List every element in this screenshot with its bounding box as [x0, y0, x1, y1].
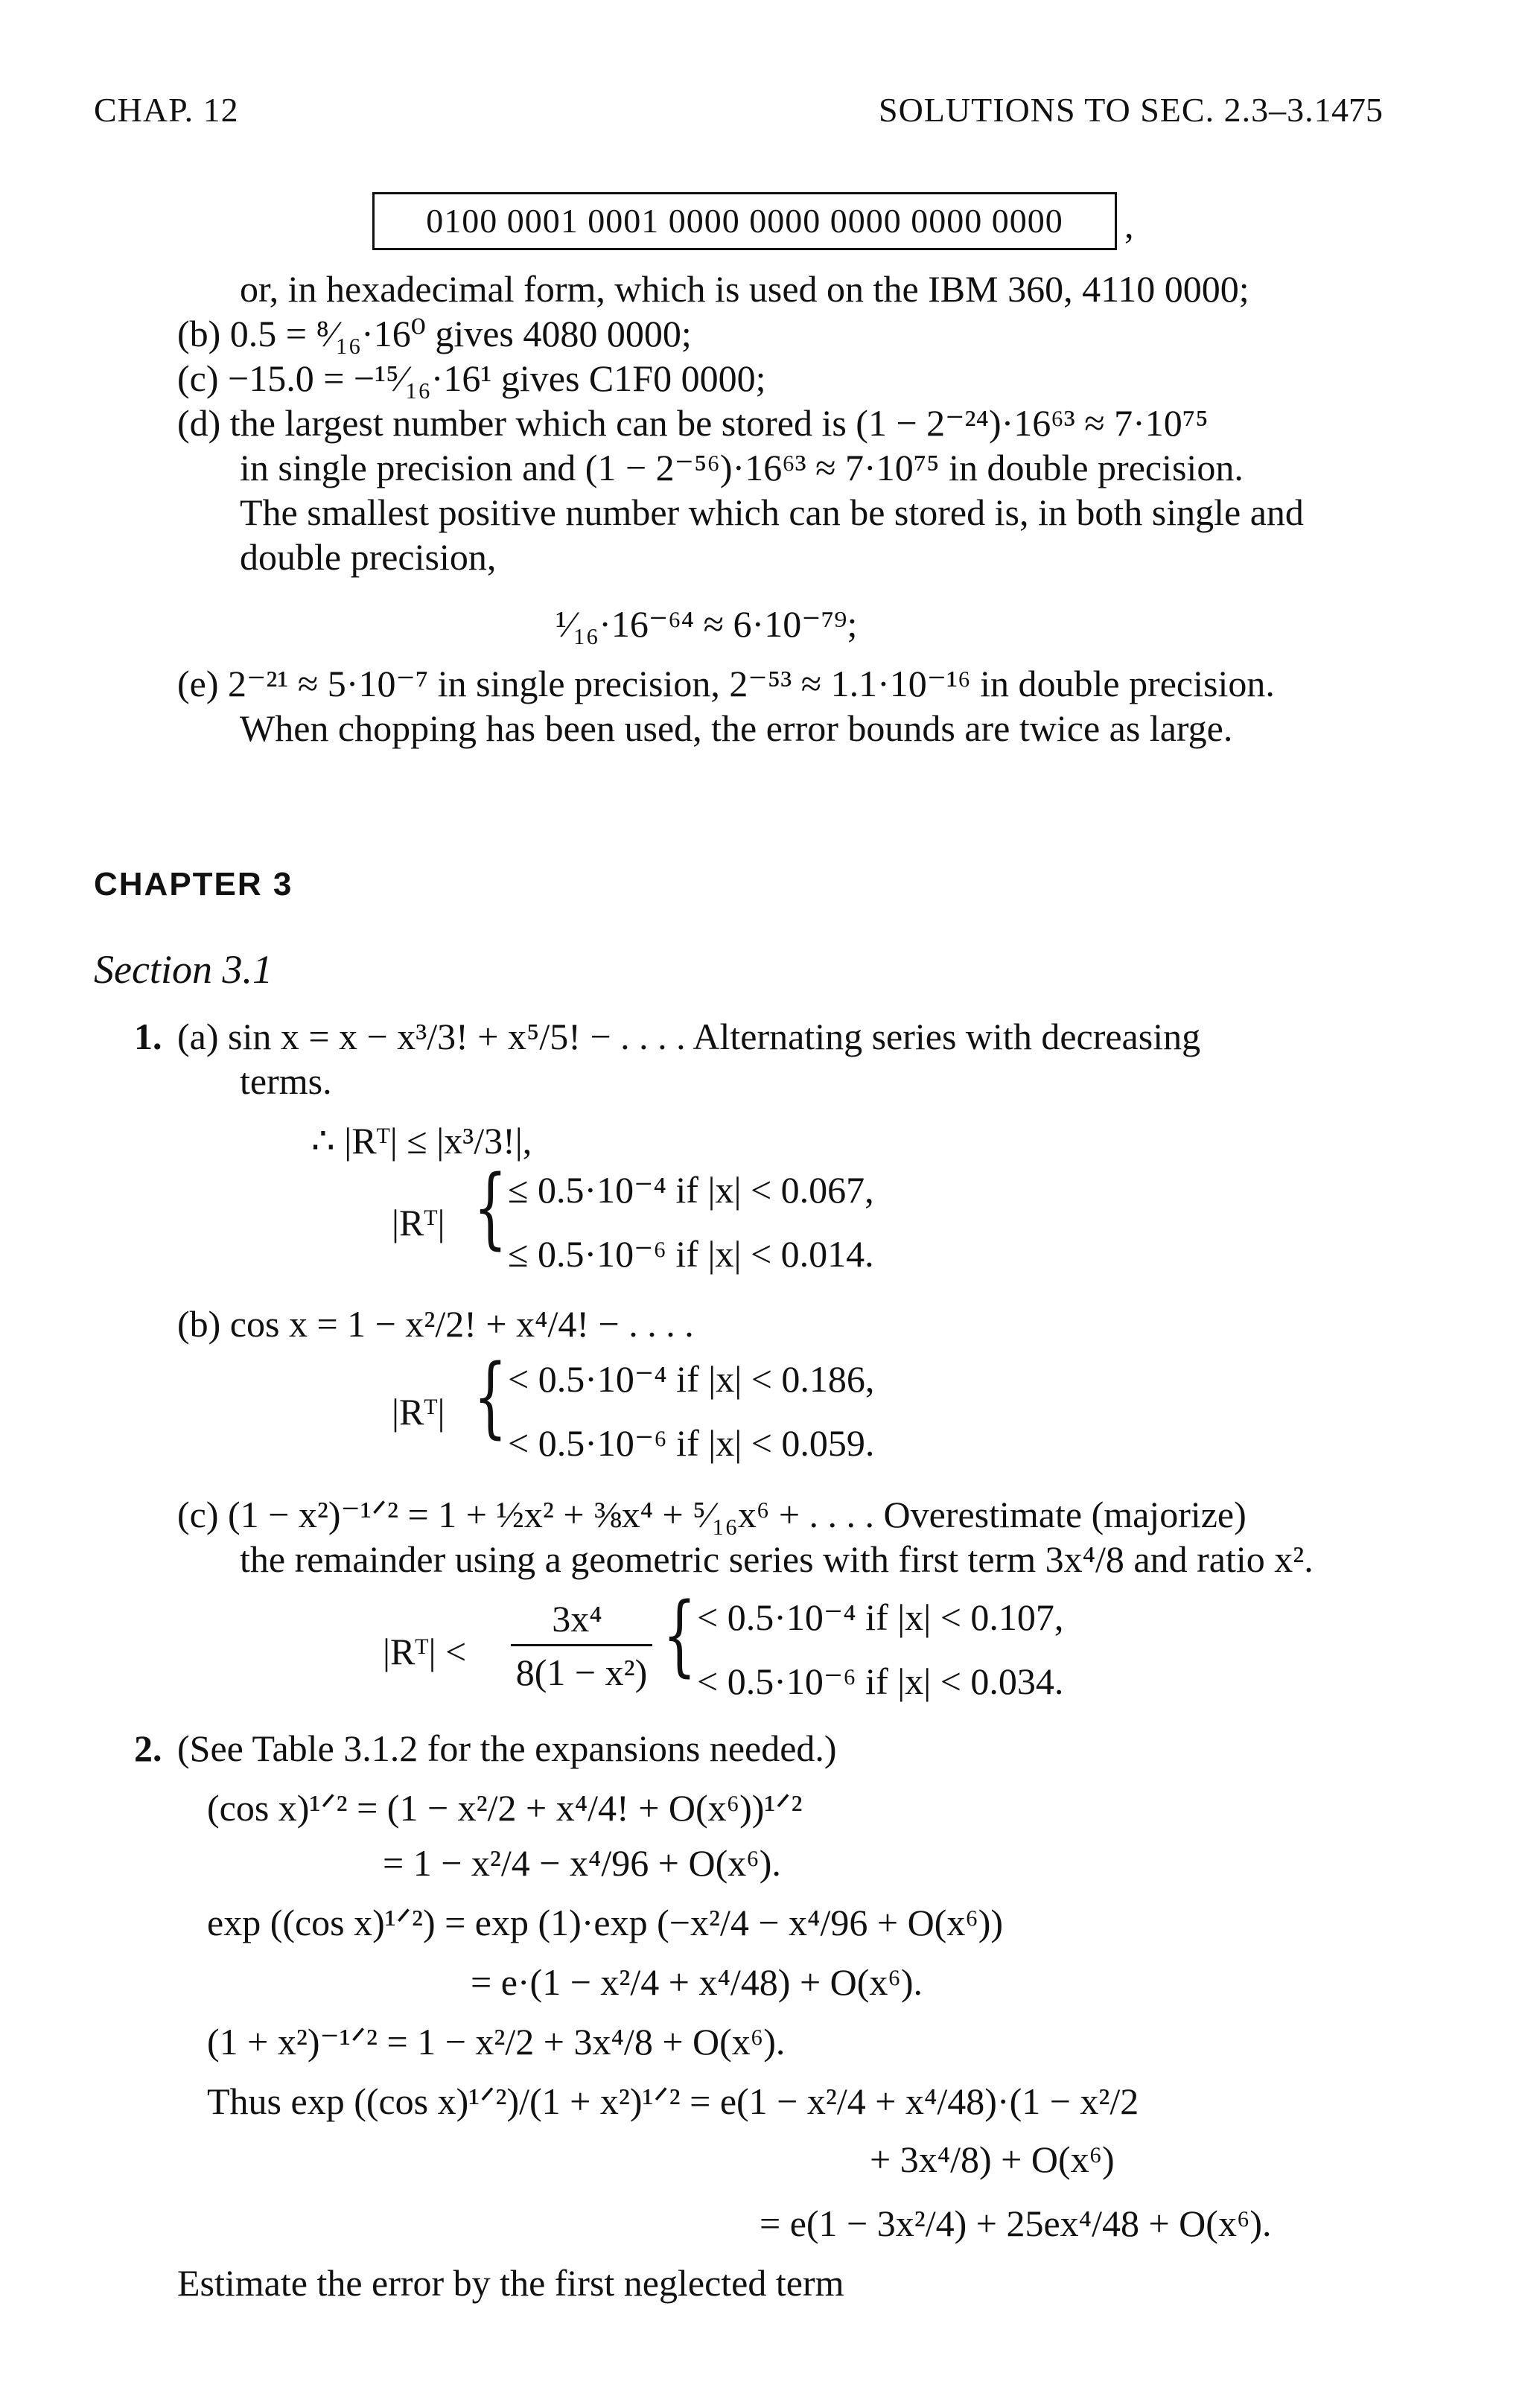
- fraction-numerator: 3x⁴: [552, 1598, 602, 1640]
- running-head-section: SOLUTIONS TO SEC. 2.3–3.1: [879, 91, 1332, 129]
- left-brace-icon: {: [663, 1583, 697, 1686]
- problem-2-eq5: (1 + x²)⁻¹ᐟ² = 1 − x²/2 + 3x⁴/8 + O(x⁶).: [207, 2021, 786, 2063]
- problem-1c-case2: < 0.5·10⁻⁶ if |x| < 0.034.: [697, 1660, 1064, 1702]
- problem-1a-therefore: ∴ |Rᵀ| ≤ |x³/3!|,: [311, 1120, 532, 1162]
- problem-1a-case2: ≤ 0.5·10⁻⁶ if |x| < 0.014.: [508, 1233, 874, 1275]
- item-e-line2: When chopping has been used, the error bounds are twice as large.: [240, 707, 1233, 749]
- problem-2-closing-line: Estimate the error by the first neglected term: [177, 2262, 844, 2304]
- running-head-chapter: CHAP. 12: [94, 91, 239, 129]
- chapter-heading: CHAPTER 3: [94, 866, 293, 902]
- problem-1c-line1: (c) (1 − x²)⁻¹ᐟ² = 1 + ½x² + ⅜x⁴ + ⁵⁄₁₆x⁶ + . . . . Overestimate (majorize): [177, 1494, 1247, 1535]
- item-d-line1: (d) the largest number which can be stored is (1 − 2⁻²⁴)·16⁶³ ≈ 7·10⁷⁵: [177, 402, 1209, 444]
- problem-2-eq2: = 1 − x²/4 − x⁴/96 + O(x⁶).: [383, 1842, 781, 1884]
- item-c-line: (c) −15.0 = −¹⁵⁄₁₆·16¹ gives C1F0 0000;: [177, 357, 766, 399]
- problem-1a-remainder-label: |Rᵀ|: [392, 1202, 445, 1243]
- boxed-trailing-comma: ,: [1124, 204, 1134, 246]
- problem-1b-case2: < 0.5·10⁻⁶ if |x| < 0.059.: [508, 1422, 875, 1464]
- problem-2-eq1: (cos x)¹ᐟ² = (1 − x²/2 + x⁴/4! + O(x⁶))¹ᐟ²: [207, 1787, 803, 1829]
- hex-form-line: or, in hexadecimal form, which is used on the IBM 360, 4110 0000;: [240, 268, 1249, 310]
- left-brace-icon: {: [474, 1156, 508, 1258]
- problem-1b-line: (b) cos x = 1 − x²/2! + x⁴/4! − . . . .: [177, 1303, 694, 1345]
- problem-1b-case1: < 0.5·10⁻⁴ if |x| < 0.186,: [508, 1358, 875, 1400]
- problem-1c-remainder-label: |Rᵀ| <: [383, 1631, 467, 1672]
- item-d-line3: The smallest positive number which can be stored is, in both single and: [240, 491, 1304, 533]
- page-number: 475: [1331, 91, 1383, 129]
- item-b-line: (b) 0.5 = ⁸⁄₁₆·16⁰ gives 4080 0000;: [177, 313, 692, 354]
- item-d-line4: double precision,: [240, 536, 497, 578]
- fraction-bar: [511, 1644, 652, 1646]
- item-e-line1: (e) 2⁻²¹ ≈ 5·10⁻⁷ in single precision, 2⁻⁵³ ≈ 1.1·10⁻¹⁶ in double precision.: [177, 663, 1275, 704]
- problem-2-eq3: exp ((cos x)¹ᐟ²) = exp (1)·exp (−x²/4 − x⁴/96 + O(x⁶)): [207, 1902, 1004, 1943]
- problem-1a-case1: ≤ 0.5·10⁻⁴ if |x| < 0.067,: [508, 1169, 874, 1211]
- item-d-formula: ¹⁄₁₆·16⁻⁶⁴ ≈ 6·10⁻⁷⁹;: [555, 603, 858, 645]
- section-heading: Section 3.1: [94, 947, 273, 992]
- item-d-line2: in single precision and (1 − 2⁻⁵⁶)·16⁶³ ≈ 7·10⁷⁵ in double precision.: [240, 447, 1244, 488]
- problem-1b-remainder-label: |Rᵀ|: [392, 1391, 445, 1433]
- left-brace-icon: {: [474, 1345, 508, 1447]
- problem-1c-line2: the remainder using a geometric series with first term 3x⁴/8 and ratio x².: [240, 1538, 1314, 1580]
- fraction-denominator: 8(1 − x²): [515, 1651, 648, 1693]
- problem-2-eq6: Thus exp ((cos x)¹ᐟ²)/(1 + x²)¹ᐟ² = e(1 − x²/4 + x⁴/48)·(1 − x²/2: [207, 2080, 1139, 2122]
- boxed-binary-word: 0100 0001 0001 0000 0000 0000 0000 0000: [372, 192, 1117, 250]
- problem-1c-case1: < 0.5·10⁻⁴ if |x| < 0.107,: [697, 1596, 1064, 1638]
- problem-1a-line2: terms.: [240, 1060, 332, 1102]
- problem-1a-line1: (a) sin x = x − x³/3! + x⁵/5! − . . . . Alternating series with decreasing: [177, 1016, 1201, 1057]
- problem-2-eq7: + 3x⁴/8) + O(x⁶): [870, 2138, 1115, 2180]
- problem-1-number: 1.: [134, 1016, 162, 1057]
- problem-2-number: 2.: [134, 1727, 162, 1769]
- problem-2-intro: (See Table 3.1.2 for the expansions needed.): [177, 1727, 837, 1769]
- problem-2-eq8: = e(1 − 3x²/4) + 25ex⁴/48 + O(x⁶).: [760, 2202, 1272, 2244]
- problem-2-eq4: = e·(1 − x²/4 + x⁴/48) + O(x⁶).: [471, 1961, 923, 2003]
